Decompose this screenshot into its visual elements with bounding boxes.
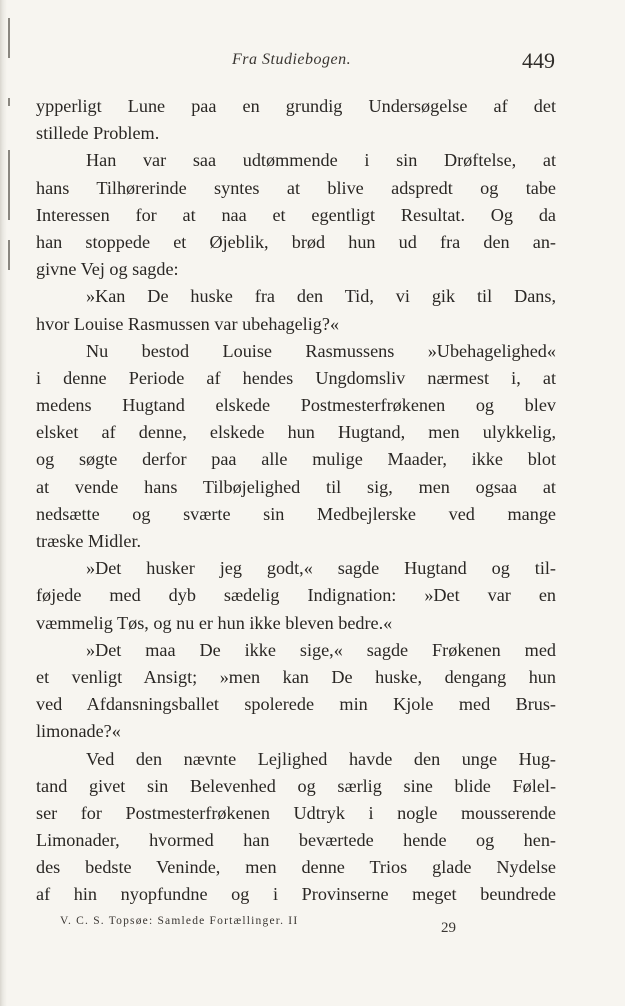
text-line: stillede Problem. [36,123,160,144]
text-line: »Det maa De ikke sige,« sagde Frøkenen med [86,639,556,660]
text-line: hans Tilhørerinde syntes at blive adspredt og tabe [36,177,556,198]
text-line: og søgte derfor paa alle mulige Maader, ikke blot [36,449,556,470]
text-line: ser for Postmesterfrøkenen Udtryk i nogle mousserende [36,802,556,823]
page-footer [0,913,625,943]
text-line: »Det husker jeg godt,« sagde Hugtand og til- [86,558,556,579]
text-line: givne Vej og sagde: [36,259,179,280]
text-line: af hin nyopfundne og i Provinserne meget beundrede [36,884,556,905]
text-line: et venligt Ansigt; »men kan De huske, dengang hun [36,666,556,687]
text-line: elsket af denne, elskede hun Hugtand, men ulykkelig, [36,422,556,443]
page-gutter-edge [0,0,7,1006]
text-line: ypperligt Lune paa en grundig Undersøgelse af det [36,96,556,116]
text-line: Limonader, hvormed han beværtede hende og hen- [36,830,556,851]
text-line: træske Midler. [36,531,142,551]
text-line: nedsætte og sværte sin Medbejlerske ved mange [36,503,556,524]
text-line: limonade?« [36,721,121,742]
text-line: medens Hugtand elskede Postmesterfrøkenen og blev [36,395,556,416]
body-text [36,93,556,909]
text-line: væmmelig Tøs, og nu er hun ikke bleven bedre.« [36,612,393,633]
text-line: tand givet sin Belevenhed og særlig sine blide Følel- [36,775,556,796]
text-line: at vende hans Tilbøjelighed til sig, men ogsaa at [36,476,556,497]
page-number: 449 [522,48,555,73]
running-head: Fra Studiebogen. [232,51,352,68]
text-line: Interessen for at naa et egentligt Resultat. Og da [36,204,556,225]
text-line: hvor Louise Rasmussen var ubehagelig?« [36,313,340,334]
text-line: Ved den nævnte Lejlighed havde den unge Hug- [86,748,556,769]
gutter-mark [8,240,10,270]
sheet-number: 29 [441,920,456,936]
gutter-mark [8,98,10,106]
text-line: des bedste Veninde, men denne Trios glade Nydelse [36,857,556,878]
gutter-mark [8,150,10,220]
text-line: Nu bestod Louise Rasmussens »Ubehagelighed« [86,340,556,361]
page-header [0,48,625,78]
text-line: Han var saa udtømmende i sin Drøftelse, at [86,150,556,171]
signature-line: V. C. S. Topsøe: Samlede Fortællinger. II [60,915,299,927]
text-line: ved Afdansningsballet spolerede min Kjole med Brus- [36,694,556,715]
text-line: han stoppede et Øjeblik, brød hun ud fra den an- [36,231,556,252]
text-line: »Kan De huske fra den Tid, vi gik til Dans, [86,286,556,307]
text-line: føjede med dyb sædelig Indignation: »Det var en [36,585,556,606]
text-line: i denne Periode af hendes Ungdomsliv nærmest i, at [36,367,556,388]
